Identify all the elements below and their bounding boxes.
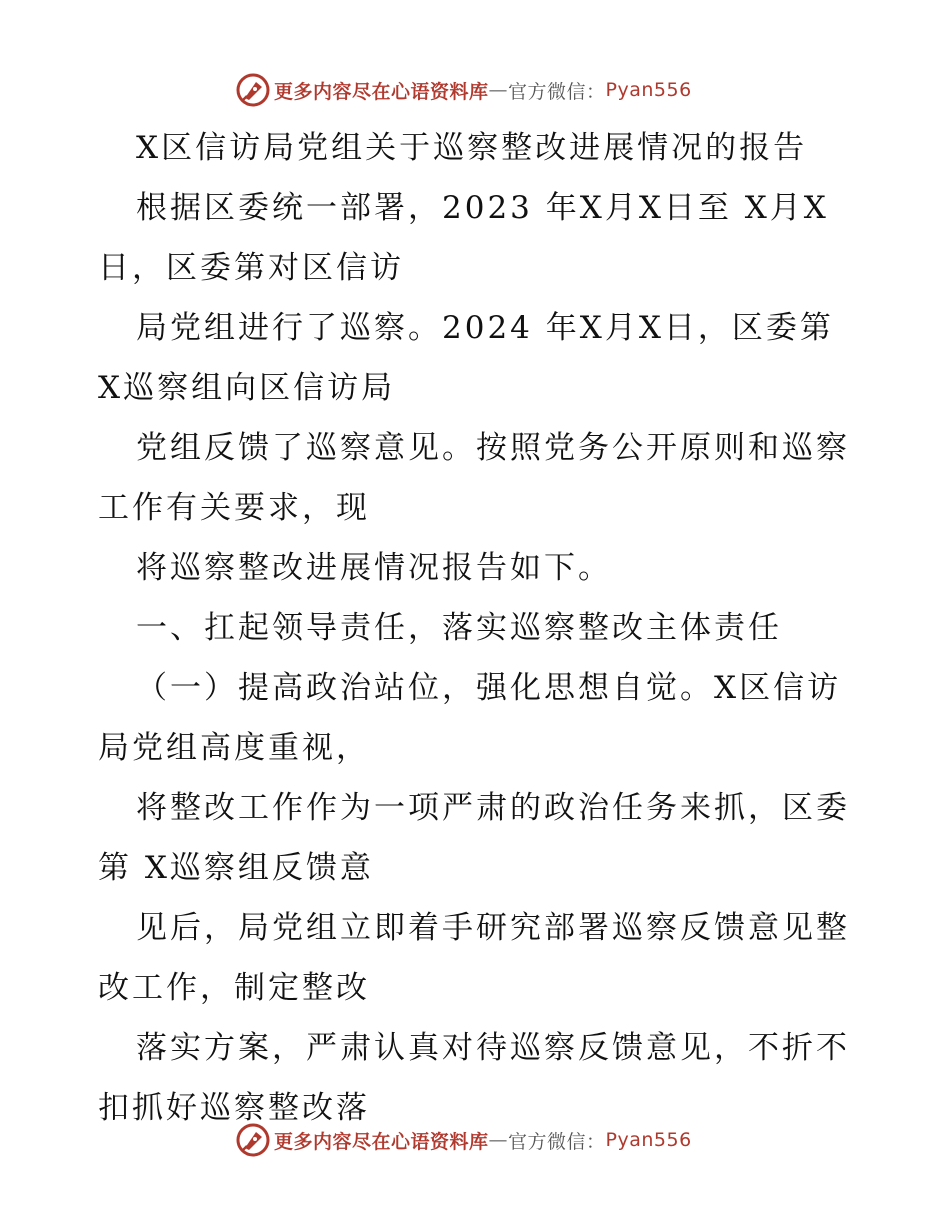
pen-nib-logo-icon xyxy=(236,73,270,107)
text-line: 见后，局党组立即着手研究部署巡察反馈意见整 xyxy=(136,910,850,946)
text-line: 局党组进行了巡察。2024 年X月X日，区委第 xyxy=(136,310,834,346)
watermark-dash: — xyxy=(488,79,509,101)
text-line: 将巡察整改进展情况报告如下。 xyxy=(136,550,612,586)
watermark-footer xyxy=(236,1122,692,1158)
watermark-main-text: 更多内容尽在心语资料库 xyxy=(274,80,489,103)
pen-nib-logo-icon xyxy=(236,1123,270,1157)
watermark-main-text: 更多内容尽在心语资料库 xyxy=(274,1130,489,1153)
text-line: 改工作，制定整改 xyxy=(98,970,370,1006)
watermark-label: 官方微信： xyxy=(508,80,606,103)
text-line: 落实方案，严肃认真对待巡察反馈意见，不折不 xyxy=(136,1030,850,1066)
text-line: 第 X巡察组反馈意 xyxy=(98,850,374,886)
text-line: 扣抓好巡察整改落 xyxy=(98,1090,370,1126)
text-line: 工作有关要求，现 xyxy=(98,490,370,526)
text-line: X巡察组向区信访局 xyxy=(98,370,396,406)
text-line: 将整改工作作为一项严肃的政治任务来抓，区委 xyxy=(136,790,850,826)
text-line: 根据区委统一部署，2023 年X月X日至 X月X xyxy=(136,190,829,226)
watermark-label: 官方微信： xyxy=(508,1130,606,1153)
document-title: X区信访局党组关于巡察整改进展情况的报告 xyxy=(136,130,808,166)
watermark-wechat-id: Pyan556 xyxy=(605,79,692,101)
section-heading: 一、扛起领导责任，落实巡察整改主体责任 xyxy=(136,610,782,646)
text-line: 党组反馈了巡察意见。按照党务公开原则和巡察 xyxy=(136,430,850,466)
text-line: 局党组高度重视， xyxy=(98,730,370,766)
watermark-header xyxy=(236,72,692,108)
watermark-dash: — xyxy=(488,1129,509,1151)
watermark-wechat-id: Pyan556 xyxy=(605,1129,692,1151)
document-body xyxy=(98,118,858,1138)
text-line: 日，区委第对区信访 xyxy=(98,250,404,286)
subsection-heading: （一）提高政治站位，强化思想自觉。X区信访 xyxy=(136,670,842,706)
